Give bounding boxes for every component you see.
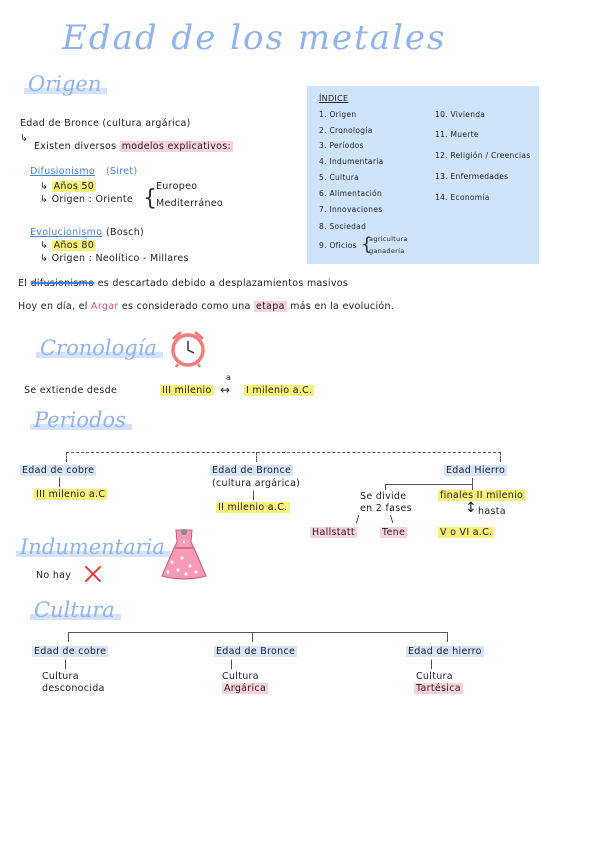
periodo-cobre-name: Edad de cobre: [22, 465, 95, 476]
periodo-bronce-name: Edad de Bronce: [212, 465, 292, 476]
origen-line1: Edad de Bronce (cultura argárica): [20, 118, 191, 129]
note-descartado: El difusionismo es descartado debido a desplazamientos masivos: [18, 278, 349, 289]
difusionismo-label: Difusionismo: [30, 166, 95, 177]
timeline-line: [68, 632, 448, 633]
cultura-cobre-l1: Cultura: [42, 671, 79, 682]
periodo-hierro-name: Edad Hierro: [446, 465, 506, 476]
hierro-divide-1: Se divide: [360, 491, 407, 502]
index-item: 6. Alimentación: [319, 189, 383, 198]
index-item: 13. Enfermedades: [435, 172, 509, 181]
cultura-cobre-l2: desconocida: [42, 683, 105, 694]
index-item: 7. Innovaciones: [319, 205, 383, 214]
cronologia-from: III milenio: [162, 385, 212, 396]
section-heading-indumentaria: Indumentaria: [20, 535, 165, 559]
oficios-option: ganadería: [369, 247, 405, 255]
page-title: Edad de los metales: [62, 18, 447, 58]
hierro-hasta: hasta: [478, 506, 506, 517]
index-item: 1. Origen: [319, 110, 357, 119]
indumentaria-text: No hay: [36, 570, 72, 581]
periodo-bronce-date: II milenio a.C.: [218, 502, 288, 513]
section-heading-periodos: Periodos: [34, 408, 126, 432]
index-item: 12. Religión / Creencias: [435, 151, 531, 160]
hierro-start: finales II milenio: [440, 490, 524, 501]
evolucionismo-origin: ↳ Origen : Neolítico - Millares: [40, 253, 189, 264]
brace-icon: {: [143, 186, 157, 211]
index-item: 2. Cronología: [319, 126, 373, 135]
periodo-cobre-date: III milenio a.C: [36, 489, 106, 500]
cronologia-to: I milenio a.C.: [246, 385, 313, 396]
branch-line: [472, 478, 473, 490]
index-item: 11. Muerte: [435, 130, 479, 139]
cultura-hierro-l1: Cultura: [416, 671, 453, 682]
cronologia-pre: Se extiende desde: [24, 385, 118, 396]
cultura-bronce-l2: Argárica: [224, 683, 267, 694]
section-heading-cronologia: Cronología: [40, 336, 157, 360]
timeline-tick: [500, 452, 501, 462]
timeline-line: [66, 452, 501, 453]
timeline-tick: [447, 632, 448, 642]
cross-icon: [84, 566, 102, 582]
arrow-icon: ↳: [20, 133, 29, 144]
difusionismo-origin: ↳ Origen : Oriente: [40, 194, 134, 205]
oficios-option: agricultura: [369, 235, 408, 243]
cultura-cobre-name: Edad de cobre: [34, 646, 107, 657]
difusionismo-author: (Siret): [106, 166, 138, 177]
branch-line: [385, 484, 386, 490]
difusionismo-option2: Mediterráneo: [156, 198, 224, 209]
timeline-tick: [68, 632, 69, 642]
alarm-clock-icon: [168, 330, 208, 368]
index-item-oficios: 9. Oficios: [319, 241, 357, 250]
timeline-tick: [66, 452, 67, 462]
connector: \: [390, 514, 394, 525]
evolucionismo-label: Evolucionismo: [30, 227, 103, 238]
timeline-tick: [252, 632, 253, 642]
cultura-bronce-l1: Cultura: [222, 671, 259, 682]
periodo-bronce-sub: (cultura argárica): [212, 478, 301, 489]
cultura-hierro-l2: Tartésica: [416, 683, 461, 694]
evolucionismo-author: (Bosch): [106, 227, 145, 238]
connector: |: [230, 659, 234, 670]
hierro-fase1: Hallstatt: [312, 527, 355, 538]
cultura-bronce-name: Edad de Bronce: [216, 646, 296, 657]
note-argar: Hoy en día, el Argar es considerado como una etapa más en la evolución.: [18, 301, 395, 312]
hierro-divide-2: en 2 fases: [360, 503, 412, 514]
connector: /: [356, 514, 360, 525]
index-item: 4. Indumentaria: [319, 157, 384, 166]
index-item: 10. Vivienda: [435, 110, 486, 119]
brace-icon: {: [361, 234, 373, 255]
connector: |: [58, 477, 62, 488]
difusionismo-option1: Europeo: [156, 181, 198, 192]
index-item: 5. Cultura: [319, 173, 359, 182]
timeline-tick: [256, 452, 257, 462]
index-box: [307, 86, 539, 264]
connector: |: [252, 490, 256, 501]
cultura-hierro-name: Edad de hierro: [408, 646, 482, 657]
connector: |: [430, 659, 434, 670]
index-heading: ÍNDICE: [319, 94, 349, 103]
index-item: 8. Sociedad: [319, 222, 367, 231]
dress-icon: [158, 528, 210, 582]
section-heading-origen: Origen: [28, 72, 102, 96]
section-heading-cultura: Cultura: [34, 598, 115, 622]
hierro-end: V o VI a.C.: [440, 527, 493, 538]
double-arrow-icon: ↔: [220, 383, 231, 397]
connector: |: [64, 659, 68, 670]
evolucionismo-years: ↳ Años 80: [40, 240, 95, 251]
hierro-fase2: Tene: [382, 527, 406, 538]
up-down-arrow-icon: ↕: [465, 500, 478, 516]
difusionismo-years: ↳ Años 50: [40, 181, 95, 192]
branch-line: [385, 484, 473, 485]
index-item: 14. Economía: [435, 193, 490, 202]
origen-line2: Existen diversos modelos explicativos:: [34, 141, 231, 152]
index-item: 3. Períodos: [319, 141, 364, 150]
cronologia-arrow-label: a: [226, 373, 232, 382]
